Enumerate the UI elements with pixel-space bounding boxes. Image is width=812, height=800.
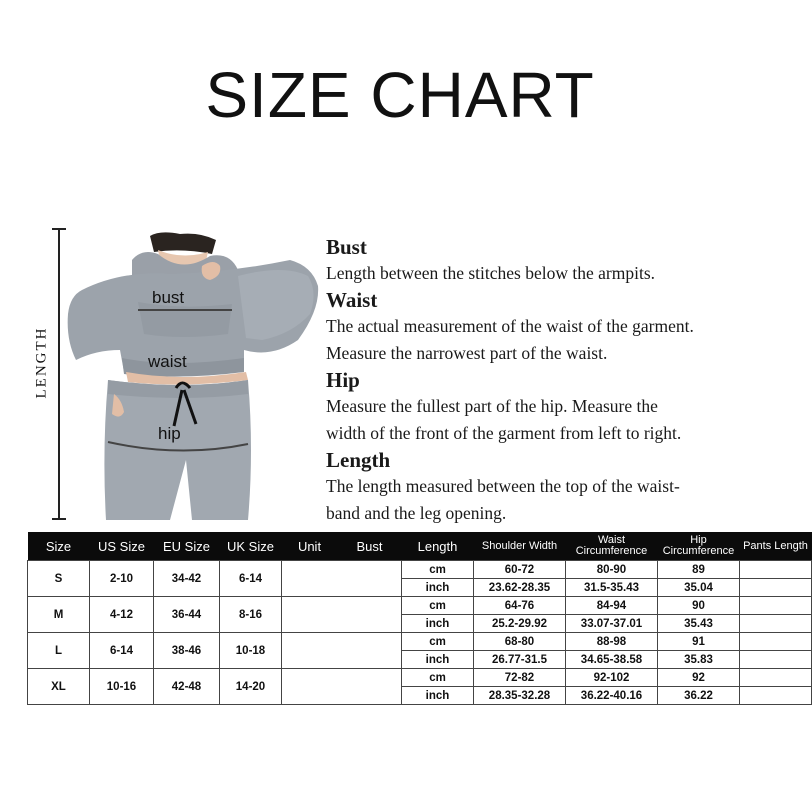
size-cell: S [28, 561, 90, 597]
waist-cell: 92-102 [566, 669, 658, 687]
hip-label: hip [158, 424, 181, 443]
unit-cell: inch [402, 615, 474, 633]
waist-cell: 34.65-38.58 [566, 651, 658, 669]
table-row [28, 597, 812, 615]
table-row [28, 669, 812, 687]
blank-cell [282, 597, 402, 633]
column-header: US Size [90, 532, 154, 561]
bust-label: bust [152, 288, 185, 307]
unit-cell: cm [402, 669, 474, 687]
eu-size-cell: 36-44 [154, 597, 220, 633]
size-cell: M [28, 597, 90, 633]
column-header: Bust [338, 532, 402, 561]
unit-cell: cm [402, 633, 474, 651]
shoulder-width-cell: 25.2-29.92 [474, 615, 566, 633]
waist-cell: 88-98 [566, 633, 658, 651]
us-size-cell: 6-14 [90, 633, 154, 669]
section-heading: Length [326, 448, 391, 472]
hip-cell: 92 [658, 669, 740, 687]
pants-length-cell [740, 597, 812, 615]
uk-size-cell: 6-14 [220, 561, 282, 597]
pants-length-cell [740, 633, 812, 651]
section-text: Length between the stitches below the armpits. [326, 263, 656, 283]
table-header-row [28, 532, 812, 561]
column-header: Pants Length [740, 532, 812, 561]
hip-cell: 35.83 [658, 651, 740, 669]
column-header: EU Size [154, 532, 220, 561]
page-title: SIZE CHART [205, 59, 595, 131]
hip-section [326, 367, 796, 447]
unit-cell: cm [402, 597, 474, 615]
us-size-cell: 4-12 [90, 597, 154, 633]
section-text: The length measured between the top of the waist- [326, 476, 680, 496]
column-header: Shoulder Width [474, 532, 566, 561]
hip-cell: 91 [658, 633, 740, 651]
shoulder-width-cell: 72-82 [474, 669, 566, 687]
unit-cell: inch [402, 579, 474, 597]
shoulder-width-cell: 60-72 [474, 561, 566, 579]
waist-cell: 84-94 [566, 597, 658, 615]
column-header: Waist Circumference [566, 532, 658, 561]
length-section [326, 447, 796, 527]
section-text: band and the leg opening. [326, 503, 507, 523]
waist-cell: 33.07-37.01 [566, 615, 658, 633]
table-row [28, 633, 812, 651]
waist-cell: 31.5-35.43 [566, 579, 658, 597]
measurement-descriptions [326, 234, 796, 527]
eu-size-cell: 34-42 [154, 561, 220, 597]
column-header: UK Size [220, 532, 282, 561]
pants-length-cell [740, 579, 812, 597]
model-hoodie-sweatpants-image [62, 230, 324, 520]
eu-size-cell: 38-46 [154, 633, 220, 669]
section-heading: Bust [326, 235, 367, 259]
pants-length-cell [740, 687, 812, 705]
unit-cell: inch [402, 651, 474, 669]
column-header: Hip Circumference [658, 532, 740, 561]
shoulder-width-cell: 68-80 [474, 633, 566, 651]
pants-length-cell [740, 561, 812, 579]
hip-cell: 36.22 [658, 687, 740, 705]
us-size-cell: 2-10 [90, 561, 154, 597]
hip-cell: 89 [658, 561, 740, 579]
uk-size-cell: 14-20 [220, 669, 282, 705]
shoulder-width-cell: 26.77-31.5 [474, 651, 566, 669]
waist-cell: 36.22-40.16 [566, 687, 658, 705]
section-text: The actual measurement of the waist of the garment. [326, 316, 694, 336]
section-heading: Waist [326, 288, 378, 312]
blank-cell [282, 669, 402, 705]
length-ruler-label: LENGTH [33, 326, 50, 399]
blank-cell [282, 633, 402, 669]
blank-cell [282, 561, 402, 597]
shoulder-width-cell: 64-76 [474, 597, 566, 615]
eu-size-cell: 42-48 [154, 669, 220, 705]
uk-size-cell: 10-18 [220, 633, 282, 669]
pants-length-cell [740, 615, 812, 633]
hip-cell: 35.04 [658, 579, 740, 597]
waist-section [326, 287, 796, 367]
table-row [28, 561, 812, 579]
us-size-cell: 10-16 [90, 669, 154, 705]
size-table [27, 532, 812, 705]
unit-cell: inch [402, 687, 474, 705]
hip-cell: 90 [658, 597, 740, 615]
column-header: Unit [282, 532, 338, 561]
shoulder-width-cell: 28.35-32.28 [474, 687, 566, 705]
garment-illustration [62, 230, 324, 520]
section-text: Measure the narrowest part of the waist. [326, 343, 608, 363]
pants-length-cell [740, 669, 812, 687]
uk-size-cell: 8-16 [220, 597, 282, 633]
column-header: Length [402, 532, 474, 561]
unit-cell: cm [402, 561, 474, 579]
section-text: Measure the fullest part of the hip. Measure the [326, 396, 658, 416]
shoulder-width-cell: 23.62-28.35 [474, 579, 566, 597]
pants-length-cell [740, 651, 812, 669]
column-header: Size [28, 532, 90, 561]
hip-cell: 35.43 [658, 615, 740, 633]
section-text: width of the front of the garment from left to right. [326, 423, 682, 443]
waist-label: waist [148, 352, 187, 371]
size-cell: L [28, 633, 90, 669]
section-heading: Hip [326, 368, 360, 392]
size-cell: XL [28, 669, 90, 705]
waist-cell: 80-90 [566, 561, 658, 579]
bust-section [326, 234, 796, 287]
